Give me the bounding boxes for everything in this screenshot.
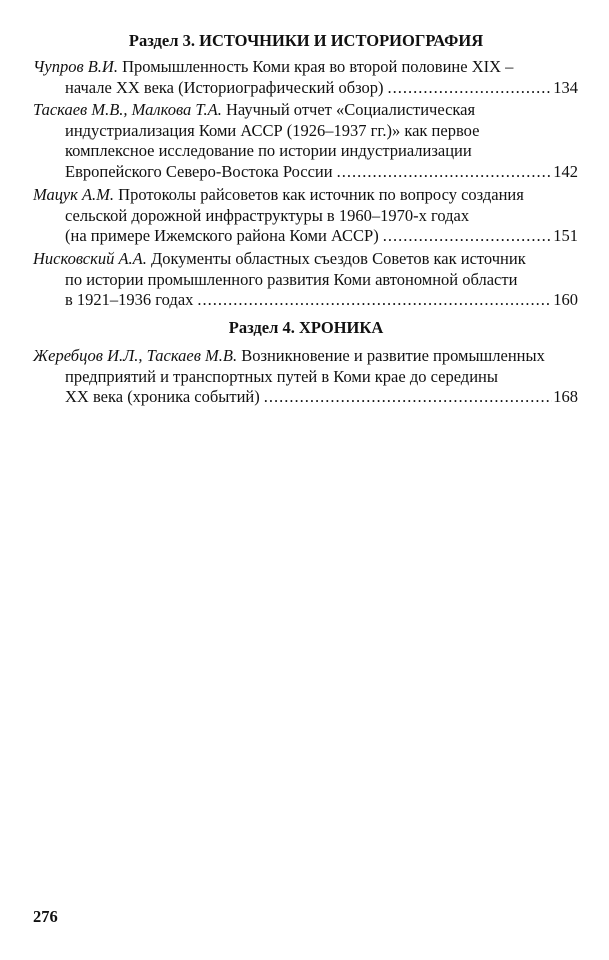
entry-first-line <box>33 57 578 78</box>
entry-page-number: 168 <box>553 387 578 406</box>
entry-title-line: предприятий и транспортных путей в Коми крае до середины <box>65 366 498 386</box>
entry-first-line <box>33 185 578 206</box>
dot-leader <box>264 387 553 408</box>
section-3-heading: Раздел 3. ИСТОЧНИКИ И ИСТОРИОГРАФИЯ <box>128 31 484 50</box>
entry-title-line: Промышленность Коми края во второй половине XIX – <box>122 57 514 76</box>
entry-title-line: Европейского Северо-Востока России <box>65 161 333 181</box>
entry-title-line: начале XX века (Историографический обзор) <box>65 77 384 97</box>
entry-title-line: комплексное исследование по истории индустриализации <box>65 141 472 160</box>
toc-entry-matsuk <box>33 185 578 247</box>
entry-title-line: (на примере Ижемского района Коми АССР) <box>65 226 379 245</box>
entry-last-line <box>33 226 578 247</box>
entry-page-number: 142 <box>553 161 578 181</box>
toc-entry-zherebtsov-taskaev <box>33 346 578 408</box>
dot-leader <box>197 290 552 311</box>
entry-last-line <box>33 290 578 311</box>
entry-last-line <box>33 78 578 99</box>
entry-first-line <box>33 249 578 270</box>
toc-entry-chuprov <box>33 57 578 98</box>
entry-title-line: Возникновение и развитие промышленных <box>241 346 545 365</box>
entry-title-line: Протоколы райсоветов как источник по вопросу создания <box>118 185 524 204</box>
entry-title-line: Научный отчет «Социалистическая <box>225 100 476 119</box>
dot-leader <box>388 78 553 99</box>
entry-title-line: индустриализация Коми АССР (1926–1937 гг.)» как первое <box>65 120 480 140</box>
entry-last-line <box>33 162 578 183</box>
entry-title-line: Документы областных съездов Советов как источник <box>150 249 526 268</box>
entry-author: Таскаев М.В., Малкова Т.А. <box>33 100 222 119</box>
entry-title-line: сельской дорожной инфраструктуры в 1960–1970-х годах <box>65 205 470 225</box>
section-4-heading: Раздел 4. ХРОНИКА <box>228 318 384 337</box>
entry-title-line: XX века (хроника событий) <box>65 387 260 406</box>
entry-last-line <box>33 387 578 408</box>
entry-title-line: в 1921–1936 годах <box>65 290 194 309</box>
entry-page-number: 160 <box>553 290 578 309</box>
entry-author: Мацук А.М. <box>33 185 115 204</box>
dot-leader <box>337 162 553 183</box>
entry-author: Жеребцов И.Л., Таскаев М.В. <box>33 346 238 365</box>
entry-author: Чупров В.И. <box>33 57 118 76</box>
entry-title-line: по истории промышленного развития Коми автономной области <box>65 269 518 289</box>
entry-page-number: 134 <box>553 77 578 97</box>
entry-first-line <box>33 100 578 121</box>
entry-author: Нисковский А.А. <box>33 249 147 268</box>
page-number: 276 <box>33 907 58 926</box>
toc-entry-taskaev-malkova <box>33 100 578 182</box>
dot-leader <box>383 226 553 247</box>
toc-entry-niskovsky <box>33 249 578 311</box>
entry-page-number: 151 <box>553 226 578 245</box>
entry-first-line <box>33 346 578 367</box>
